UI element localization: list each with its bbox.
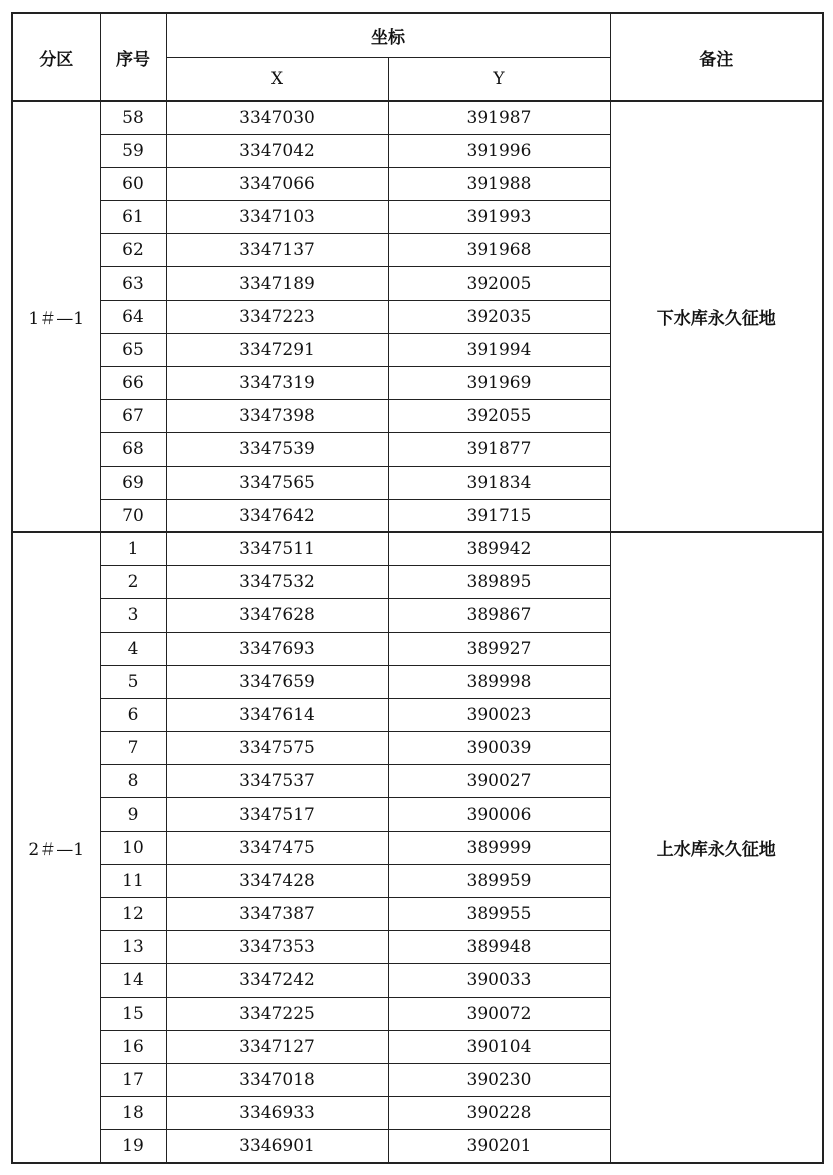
seq-cell: 17 [100,1063,166,1096]
seq-cell: 9 [100,798,166,831]
zone-header: 分区 [12,13,100,101]
y-cell: 391715 [388,499,610,532]
y-cell: 390006 [388,798,610,831]
note-cell: 上水库永久征地 [610,532,823,1163]
seq-cell: 19 [100,1130,166,1163]
x-cell: 3347018 [166,1063,388,1096]
x-cell: 3347137 [166,234,388,267]
y-cell: 390201 [388,1130,610,1163]
x-cell: 3347565 [166,466,388,499]
x-cell: 3347103 [166,201,388,234]
y-cell: 391996 [388,134,610,167]
x-cell: 3347628 [166,599,388,632]
y-cell: 389948 [388,931,610,964]
seq-cell: 4 [100,632,166,665]
seq-cell: 61 [100,201,166,234]
seq-cell: 18 [100,1097,166,1130]
x-cell: 3347659 [166,665,388,698]
y-cell: 390230 [388,1063,610,1096]
x-cell: 3347189 [166,267,388,300]
y-cell: 391969 [388,367,610,400]
y-cell: 389927 [388,632,610,665]
seq-cell: 1 [100,532,166,565]
seq-cell: 67 [100,400,166,433]
x-cell: 3347242 [166,964,388,997]
group-1 [12,101,823,532]
seq-cell: 64 [100,300,166,333]
x-cell: 3347223 [166,300,388,333]
seq-cell: 6 [100,698,166,731]
x-cell: 3346901 [166,1130,388,1163]
x-cell: 3347537 [166,765,388,798]
y-header: Y [388,57,610,101]
seq-cell: 11 [100,864,166,897]
x-cell: 3347225 [166,997,388,1030]
x-cell: 3347693 [166,632,388,665]
y-cell: 391994 [388,333,610,366]
x-cell: 3347517 [166,798,388,831]
x-cell: 3347127 [166,1030,388,1063]
y-cell: 391877 [388,433,610,466]
y-cell: 390072 [388,997,610,1030]
x-cell: 3347642 [166,499,388,532]
coord-header: 坐标 [166,13,610,57]
seq-cell: 65 [100,333,166,366]
y-cell: 392055 [388,400,610,433]
y-cell: 389998 [388,665,610,698]
seq-cell: 10 [100,831,166,864]
y-cell: 389955 [388,898,610,931]
x-cell: 3347575 [166,732,388,765]
y-cell: 391987 [388,101,610,134]
y-cell: 389895 [388,566,610,599]
x-cell: 3347030 [166,101,388,134]
seq-cell: 60 [100,167,166,200]
seq-cell: 7 [100,732,166,765]
seq-cell: 59 [100,134,166,167]
seq-cell: 12 [100,898,166,931]
x-cell: 3347539 [166,433,388,466]
y-cell: 391993 [388,201,610,234]
seq-cell: 70 [100,499,166,532]
x-cell: 3346933 [166,1097,388,1130]
x-cell: 3347428 [166,864,388,897]
seq-header: 序号 [100,13,166,101]
table-header [12,13,823,101]
seq-cell: 69 [100,466,166,499]
y-cell: 389959 [388,864,610,897]
seq-cell: 58 [100,101,166,134]
x-cell: 3347614 [166,698,388,731]
y-cell: 392035 [388,300,610,333]
y-cell: 391968 [388,234,610,267]
y-cell: 389942 [388,532,610,565]
y-cell: 390104 [388,1030,610,1063]
x-cell: 3347353 [166,931,388,964]
y-cell: 389999 [388,831,610,864]
y-cell: 391988 [388,167,610,200]
seq-cell: 15 [100,997,166,1030]
y-cell: 389867 [388,599,610,632]
seq-cell: 5 [100,665,166,698]
x-cell: 3347291 [166,333,388,366]
note-header: 备注 [610,13,823,101]
x-cell: 3347387 [166,898,388,931]
seq-cell: 63 [100,267,166,300]
seq-cell: 14 [100,964,166,997]
y-cell: 390228 [388,1097,610,1130]
x-cell: 3347398 [166,400,388,433]
x-cell: 3347042 [166,134,388,167]
zone-cell: 2＃—1 [12,532,100,1163]
note-cell: 下水库永久征地 [610,101,823,532]
x-cell: 3347319 [166,367,388,400]
x-cell: 3347511 [166,532,388,565]
zone-cell: 1＃—1 [12,101,100,532]
y-cell: 390033 [388,964,610,997]
coordinate-table [11,12,824,1164]
seq-cell: 13 [100,931,166,964]
seq-cell: 68 [100,433,166,466]
y-cell: 390039 [388,732,610,765]
group-2 [12,532,823,1163]
seq-cell: 2 [100,566,166,599]
seq-cell: 8 [100,765,166,798]
x-header: X [166,57,388,101]
x-cell: 3347475 [166,831,388,864]
x-cell: 3347066 [166,167,388,200]
seq-cell: 16 [100,1030,166,1063]
seq-cell: 62 [100,234,166,267]
y-cell: 392005 [388,267,610,300]
y-cell: 391834 [388,466,610,499]
table-row [12,101,823,134]
seq-cell: 3 [100,599,166,632]
y-cell: 390027 [388,765,610,798]
seq-cell: 66 [100,367,166,400]
table-row [12,532,823,565]
y-cell: 390023 [388,698,610,731]
x-cell: 3347532 [166,566,388,599]
